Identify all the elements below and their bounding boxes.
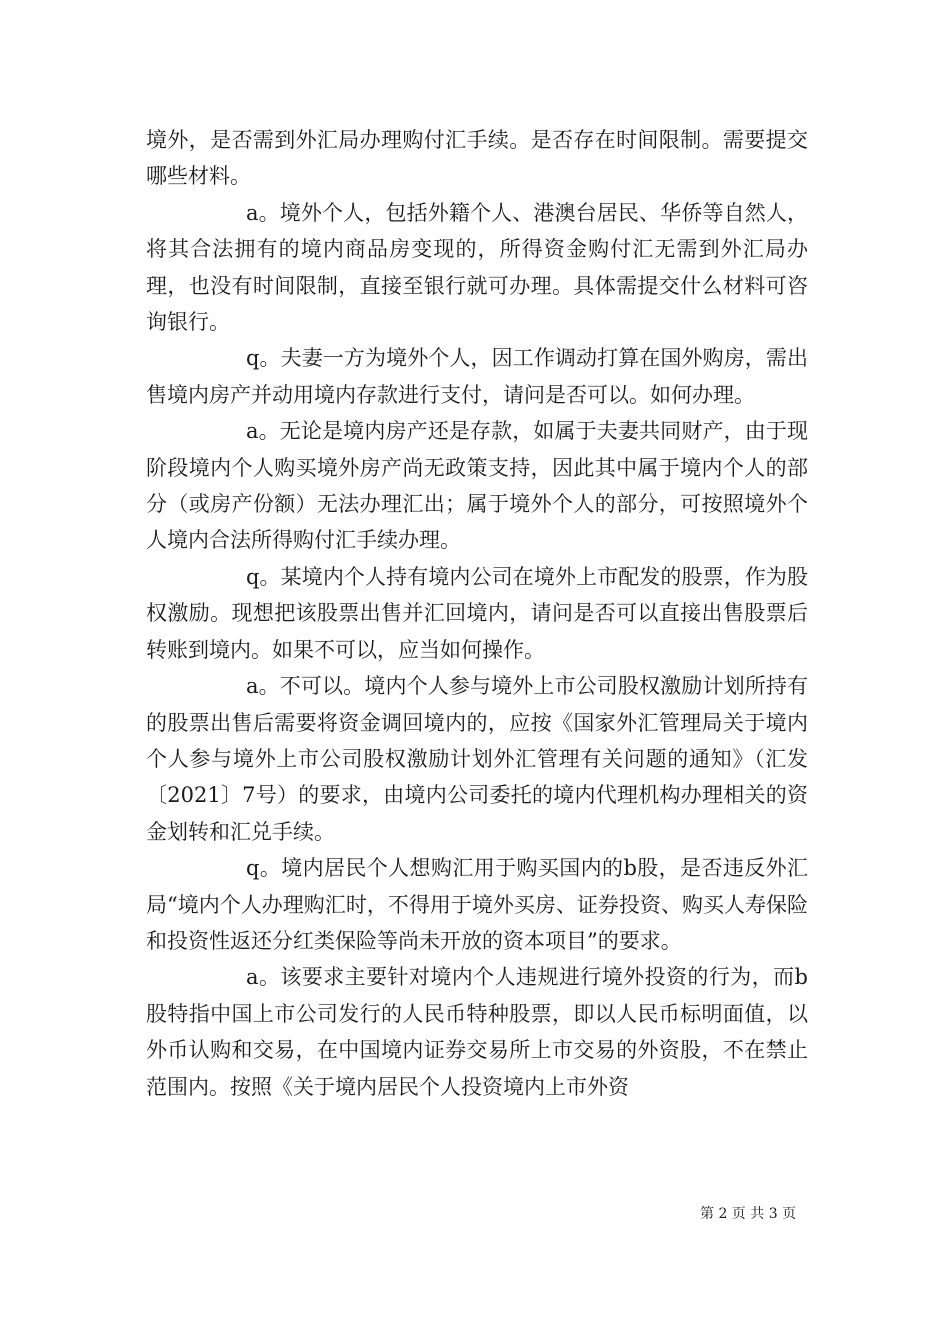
paragraph-question-2: q。夫妻一方为境外个人，因工作调动打算在国外购房，需出售境内房产并动用境内存款进行支付，请问是否可以。如何办理。	[146, 346, 808, 407]
paragraph-question-4: q。境内居民个人想购汇用于购买国内的b股，是否违反外汇局“境内个人办理购汇时，不得用于境外买房、证券投资、购买人寿保险和投资性返还分红类保险等尚未开放的资本项目”的要求。	[146, 856, 808, 953]
paragraph-answer-3: a。不可以。境内个人参与境外上市公司股权激励计划所持有的股票出售后需要将资金调回境内的，应按《国家外汇管理局关于境内个人参与境外上市公司股权激励计划外汇管理有关问题的通知》（汇发〔2021〕7号）的要求，由境内公司委托的境内代理机构办理相关的资金划转和汇兑手续。	[146, 674, 808, 844]
paragraph-question-3: q。某境内个人持有境内公司在境外上市配发的股票，作为股权激励。现想把该股票出售并汇回境内，请问是否可以直接出售股票后转账到境内。如果不可以，应当如何操作。	[146, 564, 808, 662]
page-number-footer: 第 2 页 共 3 页	[700, 1206, 797, 1222]
document-body	[146, 122, 808, 1105]
paragraph-continuation: 境外，是否需到外汇局办理购付汇手续。是否存在时间限制。需要提交哪些材料。	[146, 128, 808, 189]
paragraph-answer-1: a。境外个人，包括外籍个人、港澳台居民、华侨等自然人，将其合法拥有的境内商品房变现的，所得资金购付汇无需到外汇局办理，也没有时间限制，直接至银行就可办理。具体需提交什么材料可咨询银行。	[146, 200, 808, 335]
paragraph-answer-2: a。无论是境内房产还是存款，如属于夫妻共同财产，由于现阶段境内个人购买境外房产尚无政策支持，因此其中属于境内个人的部分（或房产份额）无法办理汇出；属于境外个人的部分，可按照境外个人境内合法所得购付汇手续办理。	[146, 419, 808, 553]
paragraph-answer-4: a。该要求主要针对境内个人违规进行境外投资的行为，而b股特指中国上市公司发行的人民币特种股票，即以人民币标明面值，以外币认购和交易，在中国境内证券交易所上市交易的外资股，不在禁止范围内。按照《关于境内居民个人投资境内上市外资	[146, 965, 808, 1099]
